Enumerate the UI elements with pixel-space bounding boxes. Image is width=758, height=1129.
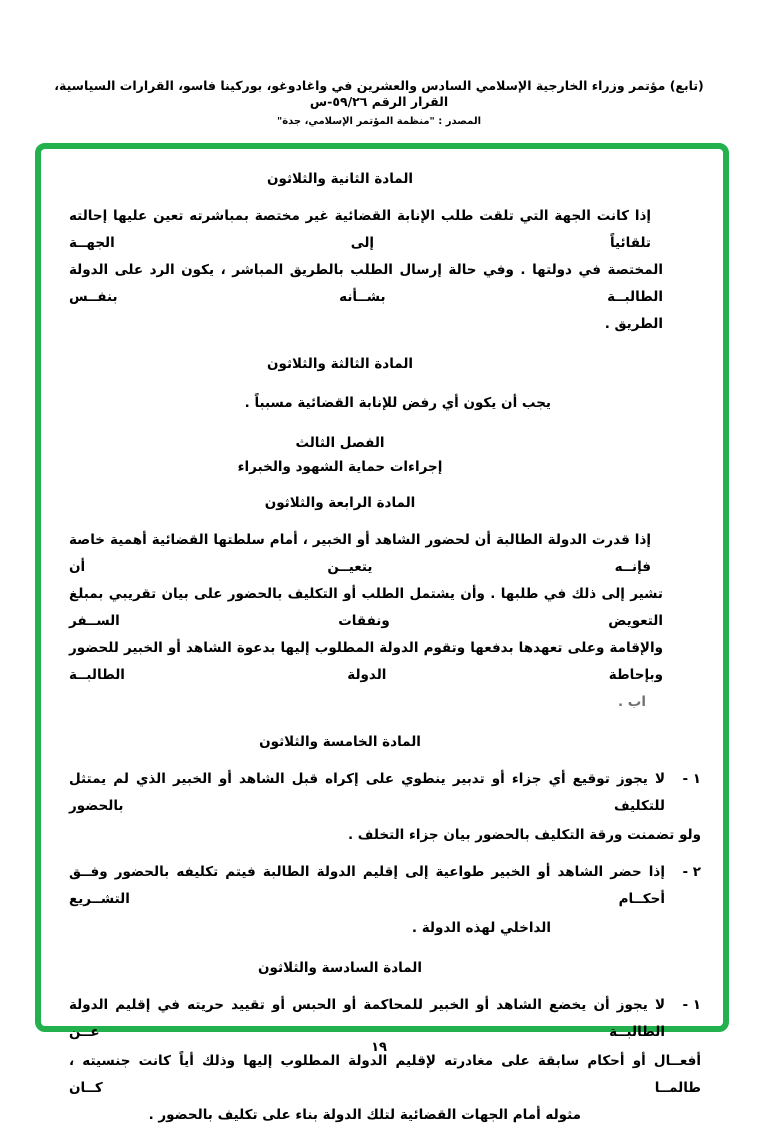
paragraph-line: الطريق . [604,316,663,332]
page-number: ١٩ [371,1040,387,1055]
document-source-credit: المصدر : "منظمة المؤتمر الإسلامي، جدة" [276,116,481,127]
article-34-title: المادة الرابعة والثلاثون [264,495,416,511]
article-32-title: المادة الثانية والثلاثون [266,171,414,187]
paragraph-line-faded-fragment: اب . [617,694,646,710]
paragraph-line: إذا قدرت الدولة الطالبة أن لحضور الشاهد أو الخبير ، أمام سلطتها القضائية أهمية خاصة فإنــه يتعيــن أن [69,532,651,575]
article-35-title: المادة الخامسة والثلاثون [259,734,421,750]
list-item-continuation: ولو تضمنت ورقة التكليف بالحضور بيان جزاء التخلف . [347,827,701,843]
list-number: ١ - [682,997,701,1013]
paragraph-line: تشير إلى ذلك في طلبها . وأن يشتمل الطلب أو التكليف بالحضور على بيان تقريبي بمبلغ التعويض ونفقات الســفر [69,586,663,629]
list-item-continuation: الداخلي لهذه الدولة . [411,920,551,936]
chapter-3-subtitle: إجراءات حماية الشهود والخبراء [237,459,443,475]
article-32-paragraph [69,203,663,338]
page-header [0,0,758,127]
list-item-continuation: مثوله أمام الجهات القضائية لتلك الدولة بناء على تكليف بالحضور . [148,1107,581,1123]
article-36-title: المادة السادسة والثلاثون [258,960,422,976]
article-33-title: المادة الثالثة والثلاثون [266,356,414,372]
article-36-item-1 [69,992,701,1046]
article-34-paragraph [69,527,663,716]
list-number: ١ - [682,771,701,787]
list-item-text: لا يجوز توقيع أي جزاء أو تدبير ينطوي على إكراه قبل الشاهد أو الخبير الذي لم يمتثل للتكليف بالحضور [69,771,665,814]
paragraph-line: والإقامة وعلى تعهدها بدفعها وتقوم الدولة المطلوب إليها بدعوة الشاهد أو الخبير للحضور وبإحاطة الدولة الطالبــة [69,640,663,683]
list-item-continuation: أفعــال أو أحكام سابقة على مغادرته لإقليم الدولة المطلوب إليها وذلك أياً كانت جنسيته ، طالمــا كــان [69,1053,701,1096]
paragraph-line: المختصة في دولتها . وفي حالة إرسال الطلب بالطريق المباشر ، يكون الرد على الدولة الطالبــة بشــأنه بنفــس [69,262,663,305]
chapter-3-title: الفصل الثالث [295,435,385,451]
article-35-item-1 [69,766,701,820]
article-33-paragraph: يجب أن يكون أي رفض للإنابة القضائية مسبباً . [244,395,551,411]
document-body [41,149,723,1129]
list-item-text: إذا حضر الشاهد أو الخبير طواعية إلى إقليم الدولة الطالبة فيتم تكليفه بالحضور وفــق أحكــام التشــريع [69,864,665,907]
article-35-item-2 [69,859,701,913]
document-source-line: (تابع) مؤتمر وزراء الخارجية الإسلامي السادس والعشرين في واغادوغو، بوركينا فاسو، القرارات السياسية، القرار الرقم ٥٩/٢٦-س [54,78,704,109]
list-number: ٢ - [682,864,701,880]
paragraph-line: إذا كانت الجهة التي تلقت طلب الإنابة القضائية غير مختصة بمباشرته تعين عليها إحالته تلقائياً إلى الجهــة [69,208,651,251]
list-item-text: لا يجوز أن يخضع الشاهد أو الخبير للمحاكمة أو الحبس أو تقييد حريته في إقليم الدولة الطالبــة عــن [69,997,665,1040]
